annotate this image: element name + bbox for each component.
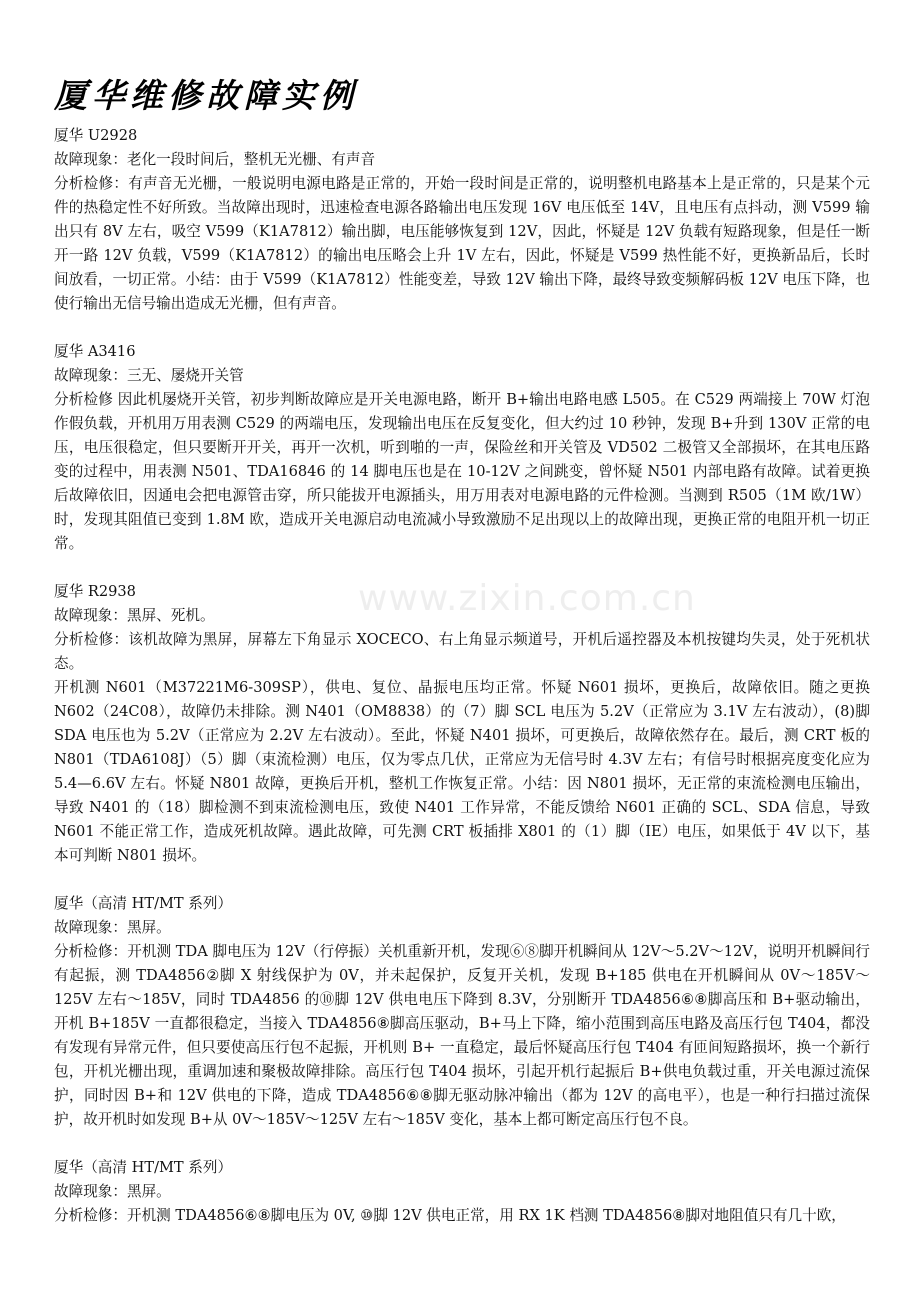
case-analysis: 分析检修：该机故障为黑屏，屏幕左下角显示 XOCECO、右上角显示频道号，开机后遥控器及本机按键均失灵，处于死机状态。 bbox=[54, 631, 870, 672]
case-analysis: 分析检修 因此机屡烧开关管，初步判断故障应是开关电源电路，断开 B+输出电路电感 L505。在 C529 两端接上 70W 灯泡作假负载，开机用万用表测 C529 的两端电压，发现输出电压在反复变化，但大约过 10 秒钟，发现 B+升到 130V 正常的电压，电压很稳定，但只要断开开关，再开一次机，听到啪的一声，保险丝和开关管及 VD502 二极管又全部损坏，在其电压路变的过程中，用表测 N501、TDA16846 的 14 脚电压也是在 10-12V 之间跳变，曾怀疑 N501 内部电路有故障。试着更换后故障依旧，因通电会把电源管击穿，所只能拔开电源插头，用万用表对电源电路的元件检测。当测到 R505（1M 欧/1W）时，发现其阻值已变到 1.8M 欧，造成开关电源启动电流减小导致激励不足出现以上的故障出现，更换正常的电阻开机一切正常。 bbox=[54, 391, 870, 552]
case-symptom: 故障现象：三无、屡烧开关管 bbox=[54, 367, 244, 384]
repair-case-5 bbox=[54, 1156, 870, 1228]
repair-case-2 bbox=[54, 340, 870, 556]
case-analysis-continued: 开机测 N601（M37221M6-309SP），供电、复位、晶振电压均正常。怀疑 N601 损坏，更换后，故障依旧。随之更换 N602（24C08），故障仍未排除。测 N401（OM8838）的（7）脚 SCL 电压为 5.2V（正常应为 3.1V 左右波动），(8)脚 SDA 电压也为 5.2V（正常应为 2.2V 左右波动）。至此，怀疑 N401 损坏，可更换后，故障依然存在。最后，测 CRT 板的 N801（TDA6108J）（5）脚（束流检测）电压，仅为零点几伏，正常应为无信号时 4.3V 左右；有信号时根据亮度变化应为 5.4—6.6V 左右。怀疑 N801 故障，更换后开机，整机工作恢复正常。小结：因 N801 损坏，无正常的束流检测电压输出，导致 N401 的（18）脚检测不到束流检测电压，致使 N401 工作异常，不能反馈给 N601 正确的 SCL、SDA 信息，导致 N601 不能正常工作，造成死机故障。遇此故障，可先测 CRT 板插排 X801 的（1）脚（IE）电压，如果低于 4V 以下，基本可判断 N801 损坏。 bbox=[54, 679, 870, 864]
repair-case-3 bbox=[54, 580, 870, 868]
repair-case-4 bbox=[54, 892, 870, 1132]
repair-case-1 bbox=[54, 124, 870, 316]
case-model: 厦华 R2938 bbox=[54, 583, 136, 600]
case-model: 厦华（高清 HT/MT 系列） bbox=[54, 895, 233, 912]
case-model: 厦华（高清 HT/MT 系列） bbox=[54, 1159, 233, 1176]
case-symptom: 故障现象：黑屏。 bbox=[54, 919, 171, 936]
document-body bbox=[54, 124, 870, 1252]
case-analysis: 分析检修：开机测 TDA4856⑥⑧脚电压为 0V, ⑩脚 12V 供电正常，用 RX 1K 档测 TDA4856⑧脚对地阻值只有几十欧， bbox=[54, 1207, 846, 1224]
case-symptom: 故障现象：黑屏。 bbox=[54, 1183, 171, 1200]
watermark: www.zixin.com.cn bbox=[358, 578, 696, 619]
case-model: 厦华 A3416 bbox=[54, 343, 136, 360]
case-model: 厦华 U2928 bbox=[54, 127, 138, 144]
case-analysis: 分析检修：有声音无光栅，一般说明电源电路是正常的，开始一段时间是正常的，说明整机电路基本上是正常的，只是某个元件的热稳定性不好所致。当故障出现时，迅速检查电源各路输出电压发现 16V 电压低至 14V，且电压有点抖动，测 V599 输出只有 8V 左右，吸空 V599（K1A7812）输出脚，电压能够恢复到 12V，因此，怀疑是 12V 负载有短路现象，但是任一断开一路 12V 负载，V599（K1A7812）的输出电压略会上升 1V 左右，因此，怀疑是 V599 热性能不好，更换新品后，长时间放看，一切正常。小结：由于 V599（K1A7812）性能变差，导致 12V 输出下降，最终导致变频解码板 12V 电压下降，也使行输出无信号输出造成无光栅，但有声音。 bbox=[54, 175, 870, 312]
document-title: 厦华维修故障实例 bbox=[54, 76, 358, 115]
case-symptom: 故障现象：黑屏、死机。 bbox=[54, 607, 215, 624]
case-symptom: 故障现象：老化一段时间后，整机无光栅、有声音 bbox=[54, 151, 376, 168]
case-analysis: 分析检修：开机测 TDA 脚电压为 12V（行停振）关机重新开机，发现⑥⑧脚开机瞬间从 12V～5.2V～12V，说明开机瞬间行有起振，测 TDA4856②脚 X 射线保护为 0V，并未起保护，反复开关机，发现 B+185 供电在开机瞬间从 0V～185V～125V 左右～185V，同时 TDA4856 的⑩脚 12V 供电电压下降到 8.3V，分别断开 TDA4856⑥⑧脚高压和 B+驱动输出，开机 B+185V 一直都很稳定，当接入 TDA4856⑧脚高压驱动，B+马上下降，缩小范围到高压电路及高压行包 T404，都没有发现有异常元件，但只要使高压行包不起振，开机则 B+ 一直稳定，最后怀疑高压行包 T404 有匝间短路损坏，换一个新行包，开机光栅出现，重调加速和聚极故障排除。高压行包 T404 损坏，引起开机行起振后 B+供电负载过重，开关电源过流保护，同时因 B+和 12V 供电的下降，造成 TDA4856⑥⑧脚无驱动脉冲输出（都为 12V 的高电平），也是一种行扫描过流保护，故开机时如发现 B+从 0V～185V～125V 左右～185V 变化，基本上都可断定高压行包不良。 bbox=[54, 943, 870, 1128]
